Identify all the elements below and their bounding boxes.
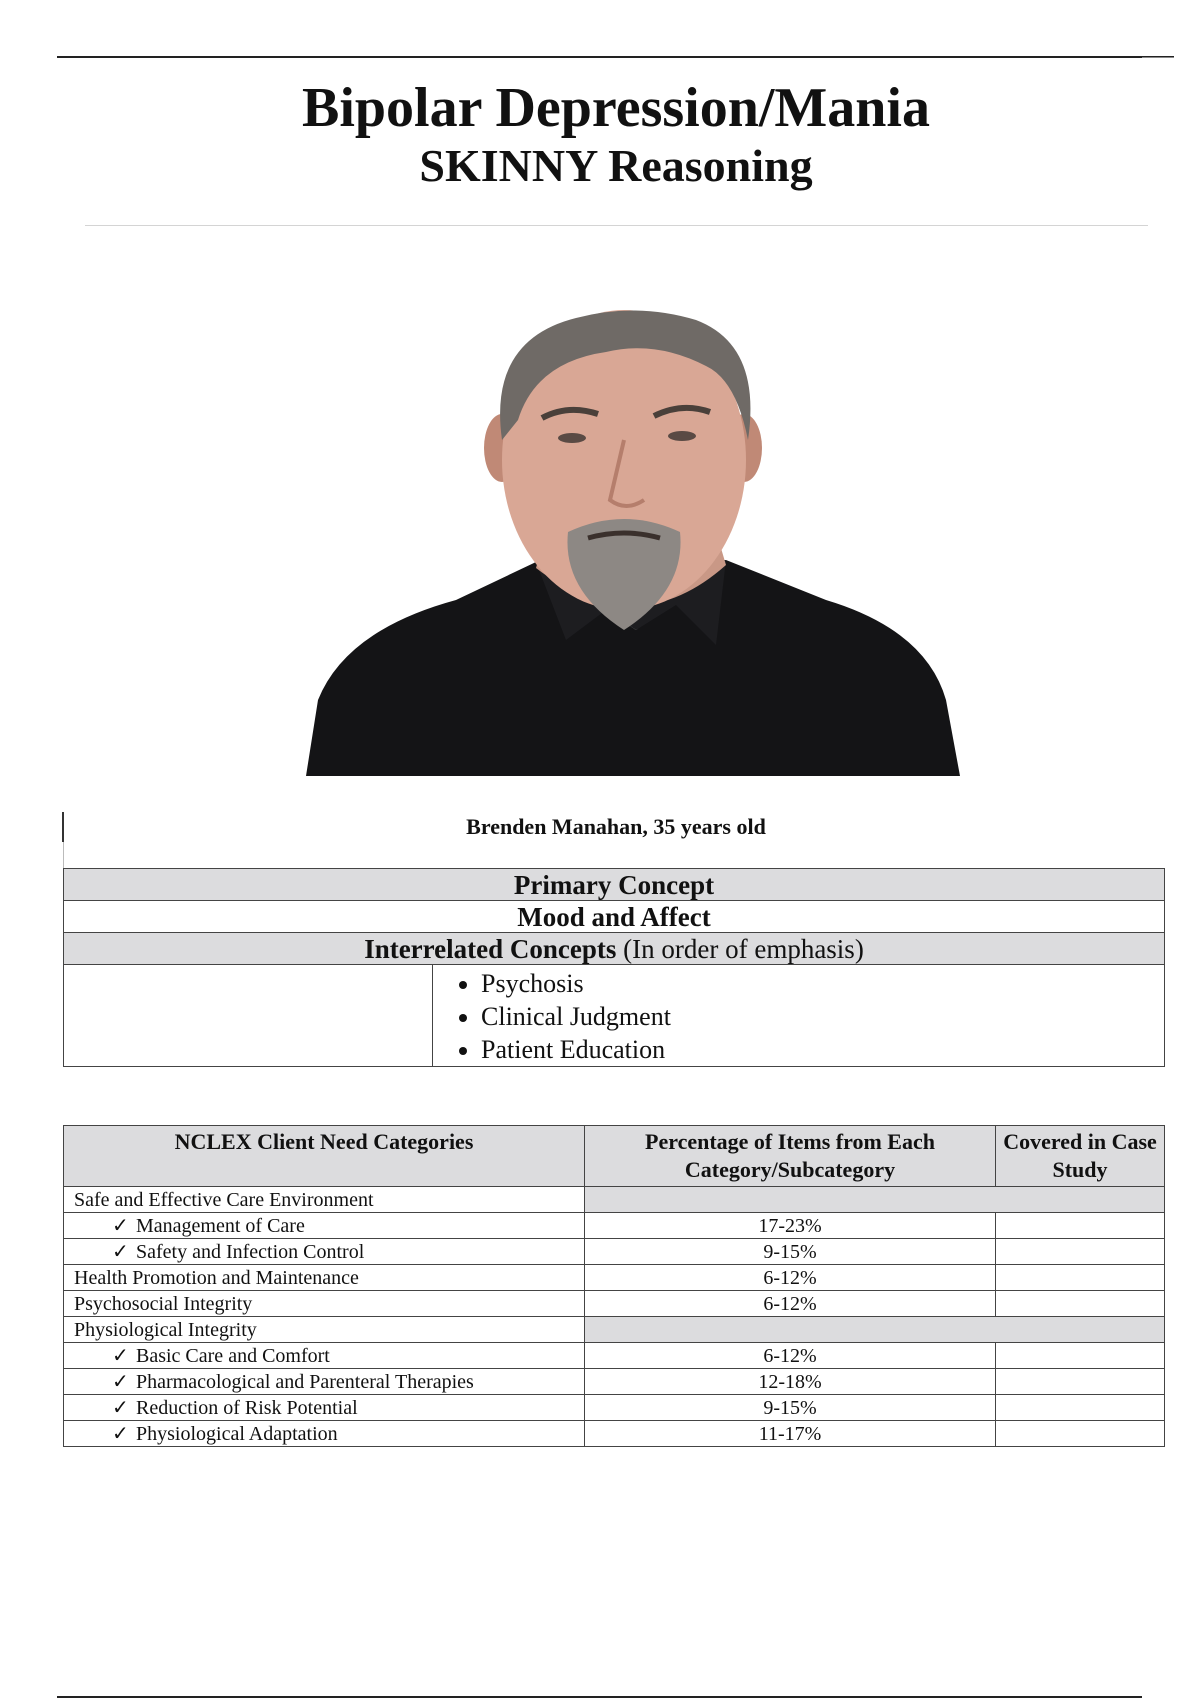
document-title: Bipolar Depression/Mania <box>301 77 930 139</box>
table-row <box>64 1343 1165 1369</box>
check-icon: ✓ <box>112 1370 129 1393</box>
category-shaded-cell <box>585 1317 1165 1343</box>
covered-cell[interactable] <box>996 1369 1165 1395</box>
category-label: Safe and Effective Care Environment <box>64 1187 585 1213</box>
covered-cell[interactable] <box>996 1291 1165 1317</box>
check-icon: ✓ <box>112 1422 129 1445</box>
title-divider <box>85 225 1148 226</box>
nclex-header-categories: NCLEX Client Need Categories <box>64 1126 585 1187</box>
category-label: Physiological Integrity <box>64 1317 585 1343</box>
subcategory-label: Physiological Adaptation <box>136 1422 338 1445</box>
patient-name-age: Brenden Manahan, 35 years old <box>466 814 766 839</box>
percentage-cell: 11-17% <box>585 1421 996 1447</box>
subcategory-cell <box>64 1369 585 1395</box>
list-item: • Psychosis <box>481 967 1164 1000</box>
table-row <box>64 1265 1165 1291</box>
concepts-empty-cell <box>64 965 433 1067</box>
top-rule <box>57 56 1174 58</box>
percentage-cell: 17-23% <box>585 1213 996 1239</box>
list-item: • Clinical Judgment <box>481 1000 1164 1033</box>
table-row <box>64 1239 1165 1265</box>
subcategory-label: Pharmacological and Parenteral Therapies <box>136 1370 474 1393</box>
covered-cell[interactable] <box>996 1343 1165 1369</box>
check-icon: ✓ <box>112 1344 129 1367</box>
subcategory-cell <box>64 1421 585 1447</box>
table-row <box>64 1291 1165 1317</box>
subcategory-cell <box>64 1395 585 1421</box>
document-subtitle: SKINNY Reasoning <box>419 140 813 191</box>
check-icon: ✓ <box>112 1240 129 1263</box>
subcategory-cell <box>64 1343 585 1369</box>
interrelated-concepts-header <box>64 933 1165 965</box>
covered-cell[interactable] <box>996 1213 1165 1239</box>
table-row <box>64 1421 1165 1447</box>
interrelated-concepts-list-cell <box>433 965 1165 1067</box>
category-label: Health Promotion and Maintenance <box>64 1265 585 1291</box>
bottom-rule <box>57 1696 1142 1698</box>
percentage-cell: 6-12% <box>585 1343 996 1369</box>
percentage-cell: 6-12% <box>585 1265 996 1291</box>
covered-cell[interactable] <box>996 1265 1165 1291</box>
nclex-header-covered: Covered in Case Study <box>996 1126 1165 1187</box>
subcategory-label: Reduction of Risk Potential <box>136 1396 358 1419</box>
nclex-table <box>63 1125 1165 1447</box>
interrelated-concepts-label: Interrelated Concepts <box>364 933 617 964</box>
primary-concept-header: Primary Concept <box>64 869 1165 901</box>
top-rule-tail <box>1142 57 1174 58</box>
covered-cell[interactable] <box>996 1239 1165 1265</box>
covered-cell[interactable] <box>996 1395 1165 1421</box>
subcategory-label: Basic Care and Comfort <box>136 1344 330 1367</box>
list-item: • Patient Education <box>481 1033 1164 1066</box>
primary-concept-value: Mood and Affect <box>64 901 1165 933</box>
patient-photo <box>306 300 960 776</box>
subcategory-cell <box>64 1213 585 1239</box>
table-row <box>64 1213 1165 1239</box>
subcategory-cell <box>64 1239 585 1265</box>
table-row <box>64 1187 1165 1213</box>
percentage-cell: 12-18% <box>585 1369 996 1395</box>
covered-cell[interactable] <box>996 1421 1165 1447</box>
check-icon: ✓ <box>112 1396 129 1419</box>
left-margin-mark-lower <box>63 842 64 868</box>
subcategory-label: Management of Care <box>136 1214 305 1237</box>
table-row <box>64 1369 1165 1395</box>
subcategory-label: Safety and Infection Control <box>136 1240 365 1263</box>
table-row <box>64 1395 1165 1421</box>
concepts-table <box>63 868 1165 1067</box>
table-row <box>64 1317 1165 1343</box>
nclex-header-percentage: Percentage of Items from Each Category/Subcategory <box>585 1126 996 1187</box>
percentage-cell: 9-15% <box>585 1395 996 1421</box>
interrelated-concepts-list <box>433 965 1164 1066</box>
category-label: Psychosocial Integrity <box>64 1291 585 1317</box>
percentage-cell: 9-15% <box>585 1239 996 1265</box>
check-icon: ✓ <box>112 1214 129 1237</box>
interrelated-concepts-note: (In order of emphasis) <box>623 933 864 964</box>
category-shaded-cell <box>585 1187 1165 1213</box>
percentage-cell: 6-12% <box>585 1291 996 1317</box>
